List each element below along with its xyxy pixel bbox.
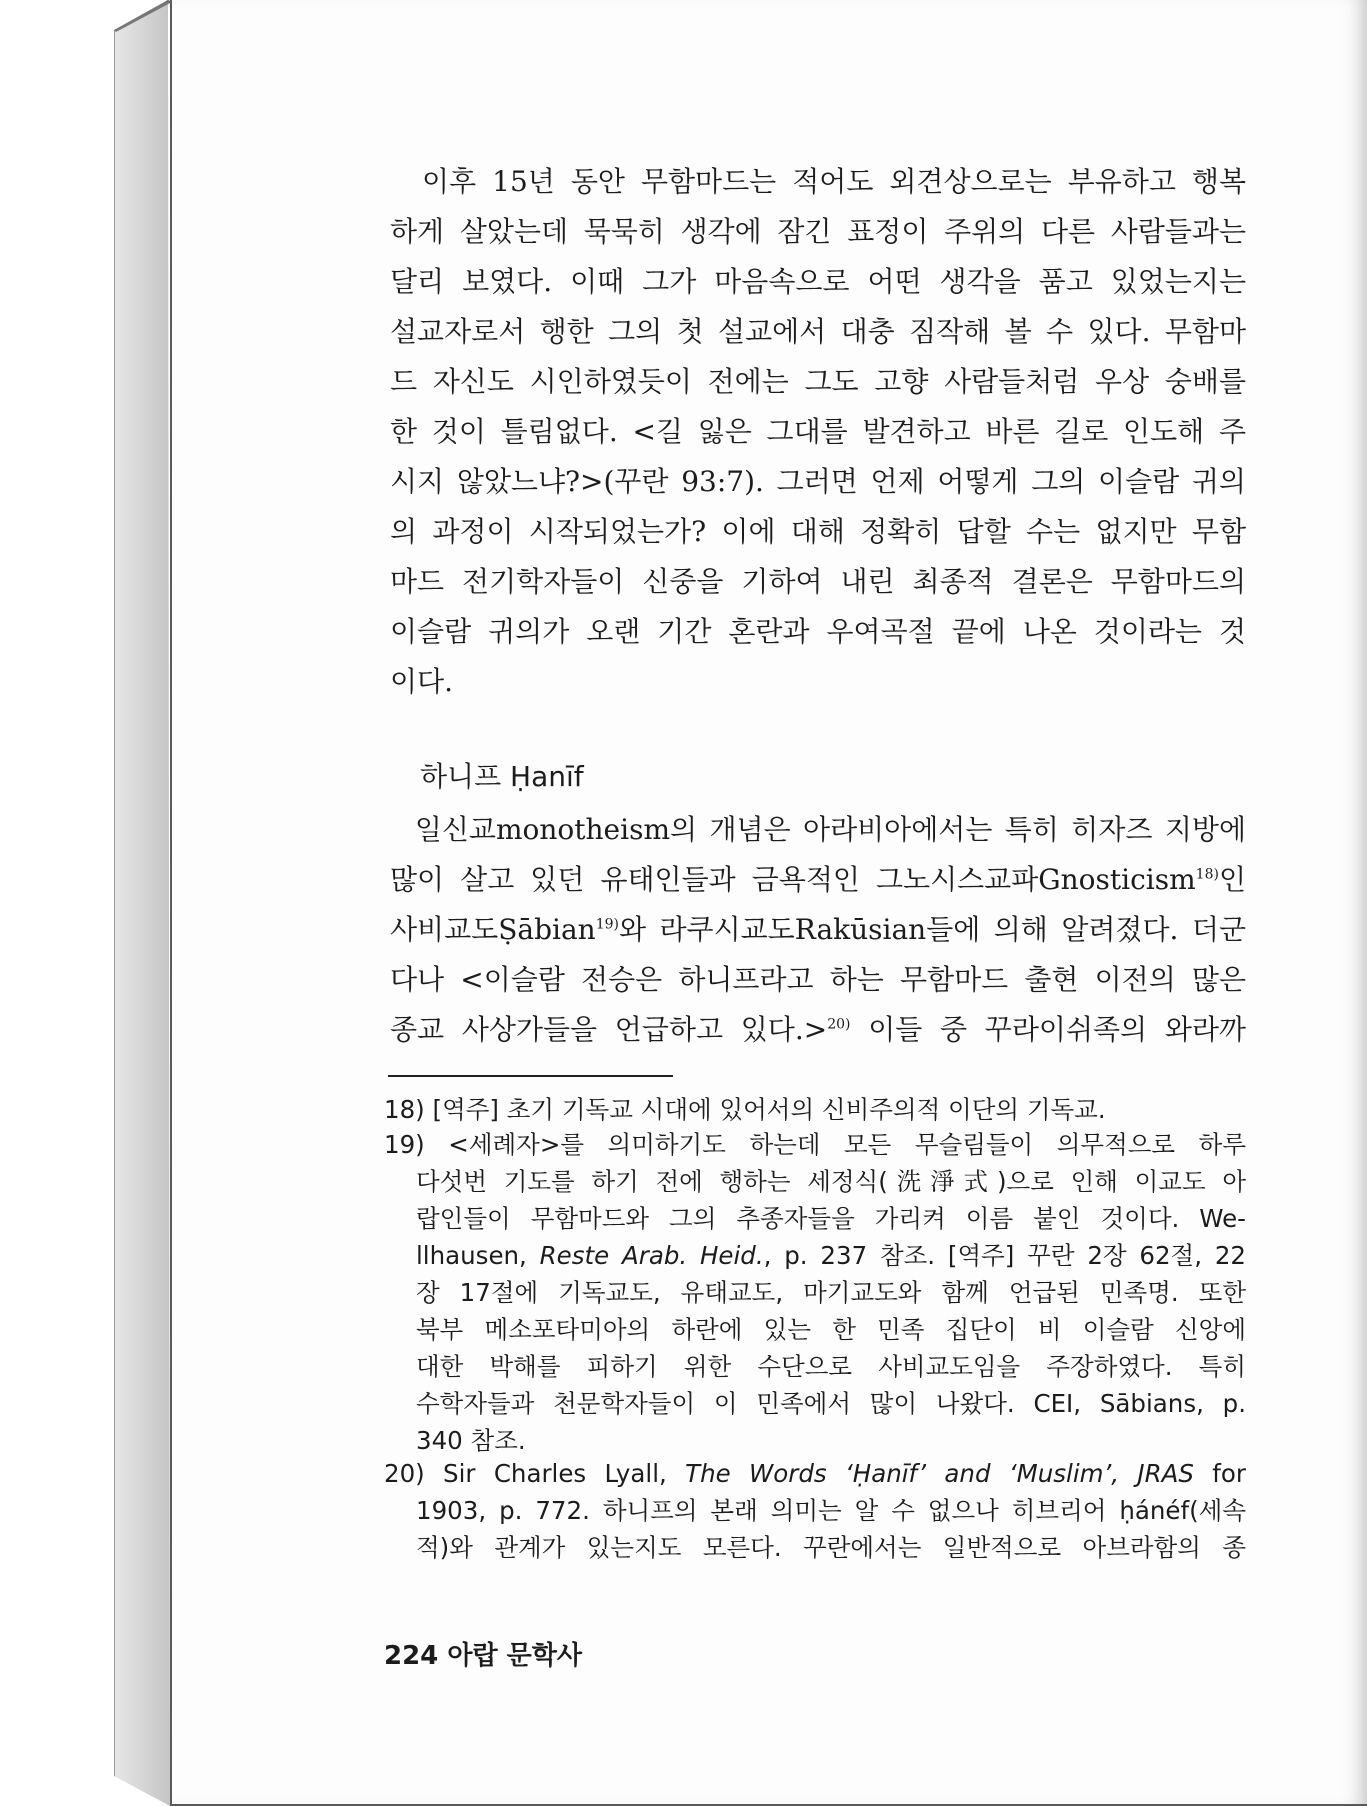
text-line: 달리 보였다. 이때 그가 마음속으로 어떤 생각을 품고 있었는지는 (390, 265, 1246, 298)
text-line: 마드 전기학자들이 신중을 기하여 내린 최종적 결론은 무함마드의 (390, 565, 1246, 598)
footnote-line: 다섯번 기도를 하기 전에 행하는 세정식(洗淨式)으로 인해 이교도 아 (416, 1167, 1246, 1196)
footnote-line: 랍인들이 무함마드와 그의 추종자들을 가리켜 이름 붙인 것이다. We- (416, 1204, 1246, 1233)
footnote-line: 340 참조. (416, 1426, 526, 1455)
footnote-line: 장 17절에 기독교도, 유태교도, 마기교도와 함께 언급된 민족명. 또한 (416, 1278, 1246, 1307)
text-line: 이슬람 귀의가 오랜 기간 혼란과 우여곡절 끝에 나온 것이라는 것 (390, 615, 1246, 648)
text-line: 한 것이 틀림없다. <길 잃은 그대를 발견하고 바른 길로 인도해 주 (390, 415, 1246, 448)
footnote-ref-18[interactable]: 18) (1195, 866, 1219, 883)
footnote-18 (384, 1091, 1246, 1128)
footnote-19 (384, 1126, 1246, 1459)
text-segment: 20) Sir Charles Lyall, (384, 1459, 686, 1488)
paragraph-intro (390, 157, 1246, 707)
text-segment: , p. 237 참조. [역주] 꾸란 2장 62절, 22 (763, 1241, 1246, 1270)
footnote-ref-19[interactable]: 19) (595, 916, 619, 933)
text-line: 하게 살았는데 묵묵히 생각에 잠긴 표정이 주위의 다른 사람들과는 (390, 215, 1246, 248)
text-segment: llhausen, (416, 1241, 540, 1270)
footnote-line: 북부 메소포타미아의 하란에 있는 한 민족 집단이 비 이슬람 신앙에 (416, 1315, 1246, 1344)
text-line: 일신교monotheism의 개념은 아라비아에서는 특히 히자즈 지방에 (390, 813, 1246, 846)
text-segment: 많이 살고 있던 유태인들과 금욕적인 그노시스교파Gnosticism (390, 863, 1196, 896)
book-spine (114, 0, 171, 1806)
footnote-line: 1903, p. 772. 하니프의 본래 의미는 알 수 없으나 히브리어 ḥánéf(세속 (416, 1496, 1246, 1525)
footnote-line (384, 1455, 1246, 1492)
text-line: 시지 않았느냐?>(꾸란 93:7). 그러면 언제 어떻게 그의 이슬람 귀의 (390, 465, 1246, 498)
footnote-line: 대한 박해를 피하기 위한 수단으로 사비교도임을 주장하였다. 특히 (416, 1352, 1246, 1381)
text-segment: 사비교도Ṣābian (390, 913, 596, 946)
text-line (390, 1005, 1246, 1055)
text-line: 드 자신도 시인하였듯이 전에는 그도 고향 사람들처럼 우상 숭배를 (390, 365, 1246, 398)
text-segment: 와 라쿠시교도Rakūsian들에 의해 알려졌다. 더군 (618, 913, 1246, 946)
footnote-line: 18) [역주] 초기 기독교 시대에 있어서의 신비주의적 이단의 기독교. (384, 1095, 1106, 1124)
text-segment: 이들 중 꾸라이쉬족의 와라까 (850, 1013, 1246, 1046)
footnote-20 (384, 1455, 1246, 1566)
text-line: 설교자로서 행한 그의 첫 설교에서 대충 짐작해 볼 수 있다. 무함마 (390, 315, 1246, 348)
text-line: 이다. (390, 665, 453, 698)
section-heading: 하니프 Ḥanīf (420, 760, 584, 793)
footnote-line: 19) <세례자>를 의미하기도 하는데 모든 무슬림들이 의무적으로 하루 (384, 1130, 1246, 1159)
citation-title: The Words ‘Ḥanīf’ and ‘Muslim’, JRAS (685, 1459, 1194, 1488)
text-line: 다나 <이슬람 전승은 하니프라고 하는 무함마드 출현 이전의 많은 (390, 963, 1246, 996)
text-line (390, 855, 1246, 905)
footnote-line: 적)와 관계가 있는지도 모른다. 꾸란에서는 일반적으로 아브라함의 종 (416, 1533, 1246, 1562)
footnote-separator (388, 1075, 673, 1077)
text-segment: for (1193, 1459, 1246, 1488)
text-segment: 인 (1218, 863, 1246, 896)
text-line: 이후 15년 동안 무함마드는 적어도 외견상으로는 부유하고 행복 (390, 165, 1246, 198)
paragraph-hanif (390, 805, 1246, 1055)
citation-title: Reste Arab. Heid. (539, 1241, 764, 1270)
text-line (390, 905, 1246, 955)
page-footer: 224 아랍 문학사 (384, 1641, 582, 1671)
text-line: 의 과정이 시작되었는가? 이에 대해 정확히 답할 수는 없지만 무함 (390, 515, 1246, 548)
footnote-line: 수학자들과 천문학자들이 이 민족에서 많이 나왔다. CEI, Sābians, p. (416, 1389, 1246, 1418)
footnote-line (384, 1237, 1246, 1274)
footnote-ref-20[interactable]: 20) (827, 1016, 851, 1033)
text-segment: 종교 사상가들을 언급하고 있다.> (390, 1013, 828, 1046)
